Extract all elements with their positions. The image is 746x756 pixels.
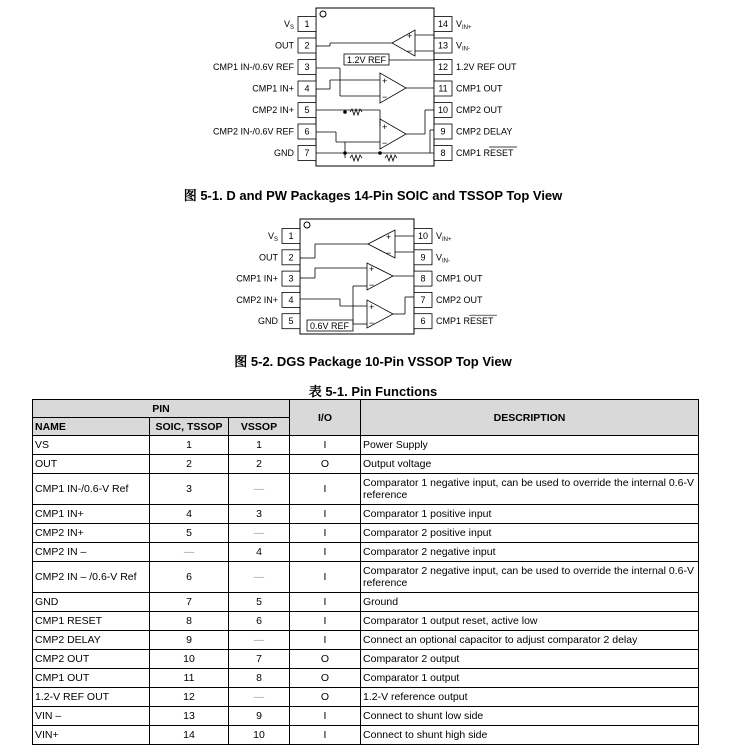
- table-row: [33, 436, 699, 455]
- cell-io: I: [290, 726, 361, 745]
- pin-label: CMP2 IN+: [252, 105, 294, 115]
- cell-soic: 11: [150, 669, 229, 688]
- pin-label: CMP2 IN-/0.6V REF: [212, 126, 294, 137]
- pin-10: [434, 103, 503, 118]
- pin-label: $V_S$: [283, 19, 294, 31]
- pin-label: $V_{IN+}$: [456, 19, 472, 31]
- cell-vssop: —: [229, 524, 290, 543]
- cell-soic: 2: [150, 455, 229, 474]
- cell-soic: 5: [150, 524, 229, 543]
- cell-soic: 4: [150, 505, 229, 524]
- cell-name: GND: [33, 593, 150, 612]
- cell-desc: Connect to shunt high side: [361, 726, 699, 745]
- table-row: [33, 455, 699, 474]
- pin-label: CMP1 IN-/0.6V REF: [212, 62, 294, 72]
- pin-label: CMP2 DELAY: [456, 126, 513, 137]
- figure-5-2-caption: 图 5-2. DGS Package 10-Pin VSSOP Top View: [234, 354, 512, 369]
- pin-8: [414, 271, 483, 286]
- cell-name: OUT: [33, 455, 150, 474]
- cell-io: O: [290, 650, 361, 669]
- cell-desc: 1.2-V reference output: [361, 688, 699, 707]
- cell-vssop: —: [229, 474, 290, 505]
- cell-name: CMP2 IN – /0.6-V Ref: [33, 562, 150, 593]
- svg-text:−: −: [382, 138, 388, 148]
- pin-label: CMP1 RESET: [436, 316, 494, 327]
- pin-9: [414, 250, 450, 265]
- pin-header: PIN: [33, 400, 290, 418]
- table-row: [33, 524, 699, 543]
- pin-label: CMP2 IN+: [236, 294, 278, 305]
- pin-number: 5: [288, 316, 294, 327]
- svg-text:+: +: [407, 31, 413, 41]
- cell-io: O: [290, 455, 361, 474]
- fig1-left-pins: [213, 17, 316, 161]
- pin-number: 4: [304, 83, 310, 94]
- cell-soic: 6: [150, 562, 229, 593]
- pin-label: $V_{IN-}$: [456, 40, 471, 53]
- cell-soic: 3: [150, 474, 229, 505]
- cell-soic: 10: [150, 650, 229, 669]
- svg-text:−: −: [407, 46, 413, 56]
- cell-io: I: [290, 612, 361, 631]
- cell-vssop: 9: [229, 707, 290, 726]
- pin-number: 7: [420, 294, 426, 305]
- pin-label: CMP1 IN+: [252, 83, 294, 94]
- table-title: 表 5-1. Pin Functions: [308, 384, 438, 399]
- cell-vssop: 6: [229, 612, 290, 631]
- cell-name: VIN –: [33, 707, 150, 726]
- pin-9: [434, 124, 512, 139]
- table-row: [33, 562, 699, 593]
- cell-desc: Comparator 2 positive input: [361, 524, 699, 543]
- cell-vssop: —: [229, 562, 290, 593]
- svg-text:+: +: [369, 264, 375, 274]
- cell-io: I: [290, 524, 361, 543]
- pin-label: GND: [258, 316, 278, 327]
- pin-1: [268, 229, 300, 244]
- cell-desc: Power Supply: [361, 436, 699, 455]
- table-row: [33, 669, 699, 688]
- table-row: [33, 612, 699, 631]
- cell-vssop: 1: [229, 436, 290, 455]
- pin-5: [252, 103, 316, 118]
- ref-label: 1.2V REF: [347, 55, 387, 65]
- cell-vssop: 4: [229, 543, 290, 562]
- svg-text:−: −: [382, 92, 388, 102]
- table-row: [33, 631, 699, 650]
- pin-label: CMP2 OUT: [436, 294, 483, 305]
- table-row: [33, 650, 699, 669]
- pin-3: [236, 271, 300, 286]
- pin-7: [274, 146, 316, 161]
- pin-14: [434, 17, 472, 32]
- pin-2: [275, 38, 316, 53]
- pin-number: 12: [437, 62, 449, 72]
- pin-number: 7: [304, 148, 310, 158]
- figure-5-1-caption: 图 5-1. D and PW Packages 14-Pin SOIC and TSSOP Top View: [183, 188, 563, 203]
- table-row: [33, 543, 699, 562]
- table-row: [33, 726, 699, 745]
- table-row: [33, 593, 699, 612]
- pin-number: 8: [440, 148, 446, 158]
- pin-label: GND: [274, 148, 294, 158]
- pin-7: [414, 292, 483, 307]
- cell-desc: Connect an optional capacitor to adjust comparator 2 delay: [361, 631, 699, 650]
- cell-vssop: 5: [229, 593, 290, 612]
- fig2-left-pins: [236, 229, 300, 329]
- pin-label: CMP2 OUT: [456, 105, 503, 115]
- table-row: [33, 707, 699, 726]
- pin-number: 1: [288, 231, 294, 241]
- cell-soic: 13: [150, 707, 229, 726]
- pin-8: [434, 146, 517, 161]
- description-header: DESCRIPTION: [361, 400, 699, 436]
- pin-label: CMP1 RESET: [456, 148, 514, 158]
- cell-soic: —: [150, 543, 229, 562]
- pin-number: 6: [304, 126, 310, 137]
- pin-11: [434, 81, 503, 96]
- cell-name: CMP1 IN+: [33, 505, 150, 524]
- cell-desc: Comparator 2 negative input: [361, 543, 699, 562]
- table-row: [33, 474, 699, 505]
- cell-name: CMP1 RESET: [33, 612, 150, 631]
- pin-number: 3: [304, 62, 310, 72]
- fig2-internal-circuit: [300, 230, 414, 331]
- cell-desc: Comparator 2 output: [361, 650, 699, 669]
- cell-io: I: [290, 631, 361, 650]
- cell-name: CMP2 OUT: [33, 650, 150, 669]
- cell-io: I: [290, 562, 361, 593]
- cell-io: I: [290, 543, 361, 562]
- cell-desc: Comparator 1 output: [361, 669, 699, 688]
- pin-number: 4: [288, 294, 294, 305]
- pin-label: $V_S$: [267, 231, 278, 243]
- cell-desc: Ground: [361, 593, 699, 612]
- pin1-marker-icon: [320, 11, 326, 17]
- cell-name: 1.2-V REF OUT: [33, 688, 150, 707]
- pin-5: [258, 314, 300, 329]
- svg-text:−: −: [369, 280, 375, 290]
- cell-name: VS: [33, 436, 150, 455]
- pin-3: [213, 60, 316, 75]
- table-row: [33, 688, 699, 707]
- pin-6: [213, 124, 316, 139]
- cell-io: O: [290, 688, 361, 707]
- cell-desc: Comparator 2 negative input, can be used to override the internal 0.6-V reference: [361, 562, 699, 593]
- svg-text:+: +: [386, 232, 392, 242]
- cell-name: CMP1 IN-/0.6-V Ref: [33, 474, 150, 505]
- svg-text:+: +: [382, 122, 388, 132]
- cell-desc: Comparator 1 negative input, can be used to override the internal 0.6-V reference: [361, 474, 699, 505]
- cell-soic: 7: [150, 593, 229, 612]
- svg-text:+: +: [369, 302, 375, 312]
- io-header: I/O: [290, 400, 361, 436]
- pin-number: 5: [304, 105, 310, 115]
- cell-soic: 12: [150, 688, 229, 707]
- cell-soic: 9: [150, 631, 229, 650]
- cell-name: VIN+: [33, 726, 150, 745]
- cell-soic: 8: [150, 612, 229, 631]
- pin-label: OUT: [275, 40, 294, 51]
- pin-functions-table: [32, 399, 699, 745]
- cell-desc: Connect to shunt low side: [361, 707, 699, 726]
- cell-io: I: [290, 505, 361, 524]
- cell-name: CMP1 OUT: [33, 669, 150, 688]
- pin-number: 10: [437, 105, 449, 115]
- pin-number: 3: [288, 273, 294, 284]
- pin-number: 10: [417, 231, 429, 241]
- fig1-right-pins: [434, 17, 517, 161]
- pin1-marker-icon: [304, 222, 310, 228]
- pin-label: $V_{IN-}$: [436, 252, 451, 265]
- cell-name: CMP2 DELAY: [33, 631, 150, 650]
- pin-label: 1.2V REF OUT: [456, 62, 517, 72]
- cell-soic: 1: [150, 436, 229, 455]
- pin-10: [414, 229, 452, 244]
- svg-text:−: −: [369, 318, 375, 328]
- pin-number: 13: [437, 40, 449, 51]
- cell-vssop: 2: [229, 455, 290, 474]
- soic-header: SOIC, TSSOP: [150, 418, 229, 436]
- pin-6: [414, 314, 497, 329]
- table-row: [33, 505, 699, 524]
- name-header: NAME: [33, 418, 150, 436]
- cell-vssop: —: [229, 688, 290, 707]
- pin-number: 2: [304, 40, 310, 51]
- pin-label: CMP1 OUT: [456, 83, 503, 94]
- pin-label: OUT: [259, 252, 278, 263]
- cell-vssop: 8: [229, 669, 290, 688]
- pin-number: 6: [420, 316, 426, 327]
- pin-number: 9: [420, 252, 426, 263]
- pin-number: 11: [438, 83, 448, 94]
- cell-soic: 14: [150, 726, 229, 745]
- vssop-header: VSSOP: [229, 418, 290, 436]
- cell-desc: Comparator 1 output reset, active low: [361, 612, 699, 631]
- cell-io: I: [290, 593, 361, 612]
- cell-desc: Output voltage: [361, 455, 699, 474]
- pin-label: CMP1 IN+: [236, 273, 278, 284]
- cell-vssop: 7: [229, 650, 290, 669]
- fig2-right-pins: [414, 229, 497, 329]
- pin-label: $V_{IN+}$: [436, 231, 452, 243]
- pin-4: [236, 292, 300, 307]
- cell-name: CMP2 IN+: [33, 524, 150, 543]
- pin-number: 1: [304, 19, 310, 29]
- svg-text:+: +: [382, 76, 388, 86]
- pin-number: 9: [440, 126, 446, 137]
- cell-io: I: [290, 707, 361, 726]
- pin-4: [252, 81, 316, 96]
- ref-label-2: 0.6V REF: [310, 321, 350, 331]
- pin-number: 8: [420, 273, 426, 284]
- fig1-internal-circuit: [316, 30, 434, 161]
- cell-io: O: [290, 669, 361, 688]
- cell-vssop: 3: [229, 505, 290, 524]
- pin-12: [434, 60, 517, 75]
- cell-vssop: 10: [229, 726, 290, 745]
- pin-1: [284, 17, 316, 32]
- pin-label: CMP1 OUT: [436, 273, 483, 284]
- cell-vssop: —: [229, 631, 290, 650]
- cell-desc: Comparator 1 positive input: [361, 505, 699, 524]
- cell-io: I: [290, 474, 361, 505]
- pin-2: [259, 250, 300, 265]
- svg-text:−: −: [386, 248, 392, 258]
- cell-io: I: [290, 436, 361, 455]
- pin-13: [434, 38, 470, 53]
- pin-number: 2: [288, 252, 294, 263]
- cell-name: CMP2 IN –: [33, 543, 150, 562]
- pin-number: 14: [437, 19, 449, 29]
